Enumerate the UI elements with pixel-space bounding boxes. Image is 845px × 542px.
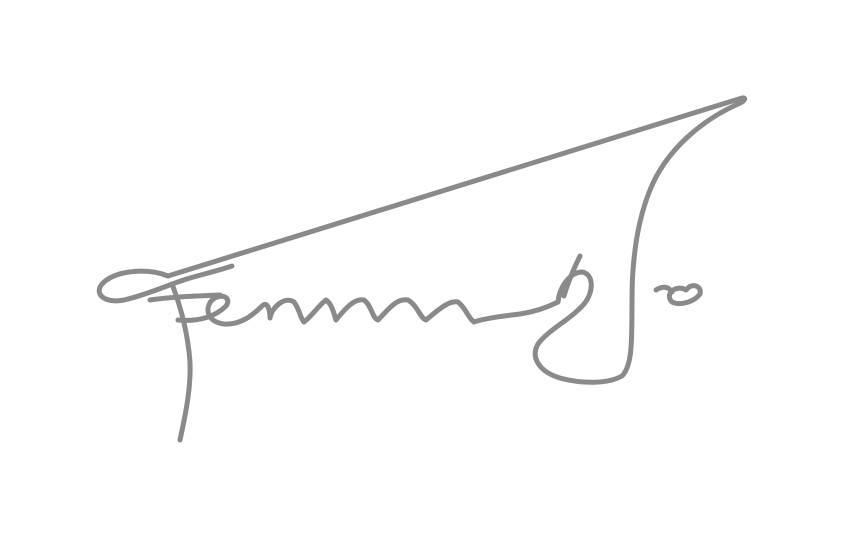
signature-stroke-end-circle (669, 286, 700, 304)
signature-strokes (99, 98, 744, 440)
signature-stroke-diagonal (168, 98, 745, 300)
signature-stroke-stem (564, 256, 580, 296)
signature-stroke-letters (178, 296, 558, 324)
signature-stroke-descender (172, 284, 190, 440)
signature-stroke-lower-loop (535, 272, 632, 382)
